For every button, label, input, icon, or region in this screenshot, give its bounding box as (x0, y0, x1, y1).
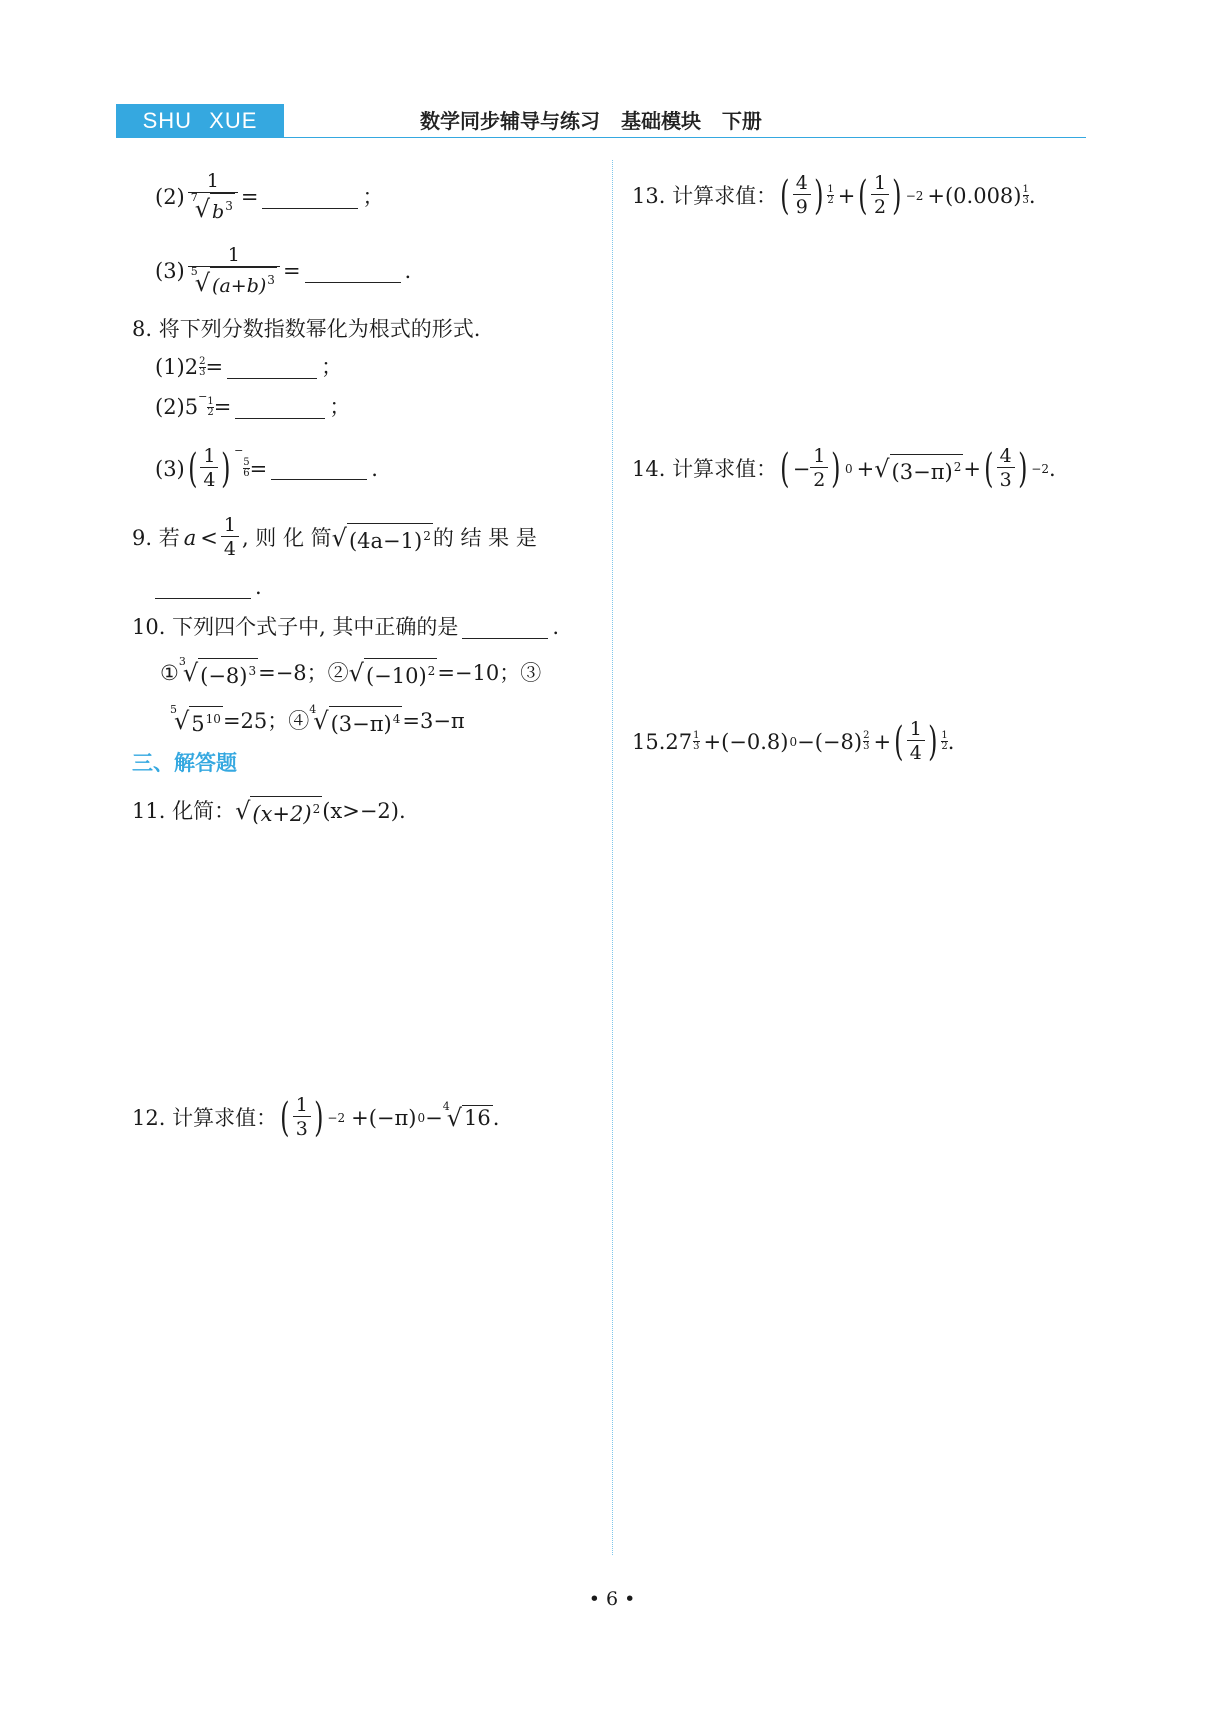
question-10-options-b: 5 √ $5^{10}$ =25；④ 4 √ $(3-\pi)^4$ =3−π (170, 703, 465, 736)
item-7-3: (3) 1 5 √ $(a+b)^3$ = . (155, 244, 412, 297)
question-10-options-a: ① 3 √ $(-8)^3$ =−8；② √ $(-10)^2$ =−10；③ (160, 655, 542, 688)
question-15: 15. 27 1 3 +(−0.8) 0 −(−8) 2 3 + ( $\frac{1}{4}$ ) 1 2 . (632, 718, 955, 765)
column-divider (612, 160, 613, 1555)
question-9: 9. 若 a < $\frac{1}{4}$ , 则 化 简 √ $(4a-1)^2$ 的 结 果 是 (132, 514, 537, 560)
section-heading: 三、解答题 (132, 751, 237, 775)
question-14: 14. 计算求值： ( − $\frac{1}{2}$ ) 0 + √ $(3-\pi)^2$ + ( $\frac{4}{3}$ ) −2 . (632, 445, 1056, 492)
item-8-1: (1) 2 $\frac{2}{3}$ = ； (155, 355, 343, 379)
header-subject-tab: SHU XUE (116, 104, 284, 138)
question-13: 13. 计算求值： ( $\frac{4}{9}$ ) 1 2 + ( $\frac{1}{2}$ ) −2 +(0.008) 1 3 . (632, 172, 1036, 219)
page-number: • 6 • (588, 1588, 636, 1610)
header-rule (116, 137, 1086, 138)
question-9-answer: . (155, 572, 262, 602)
question-11: 11. 化简： √ $(x+2)^2$ (x>−2). (132, 797, 406, 826)
question-10: 10. 下列四个式子中, 其中正确的是 . (132, 615, 560, 639)
item-8-2: (2) 5 − $_{\frac{1}{2}}$ = ； (155, 390, 351, 419)
question-12: 12. 计算求值： ( $\frac{1}{3}$ ) −2 +(−π) 0 − 4 √ 16 . (132, 1094, 500, 1141)
item-7-2: (2) 1 7 √ $b^3$ = ； (155, 170, 384, 223)
header-book-title: 数学同步辅导与练习 基础模块 下册 (420, 109, 762, 133)
question-8: 8. 将下列分数指数幂化为根式的形式. (132, 317, 481, 341)
item-8-3: (3) ( $\frac{1}{4}$ ) − $_{\frac{5}{6}}$ = . (155, 443, 378, 492)
